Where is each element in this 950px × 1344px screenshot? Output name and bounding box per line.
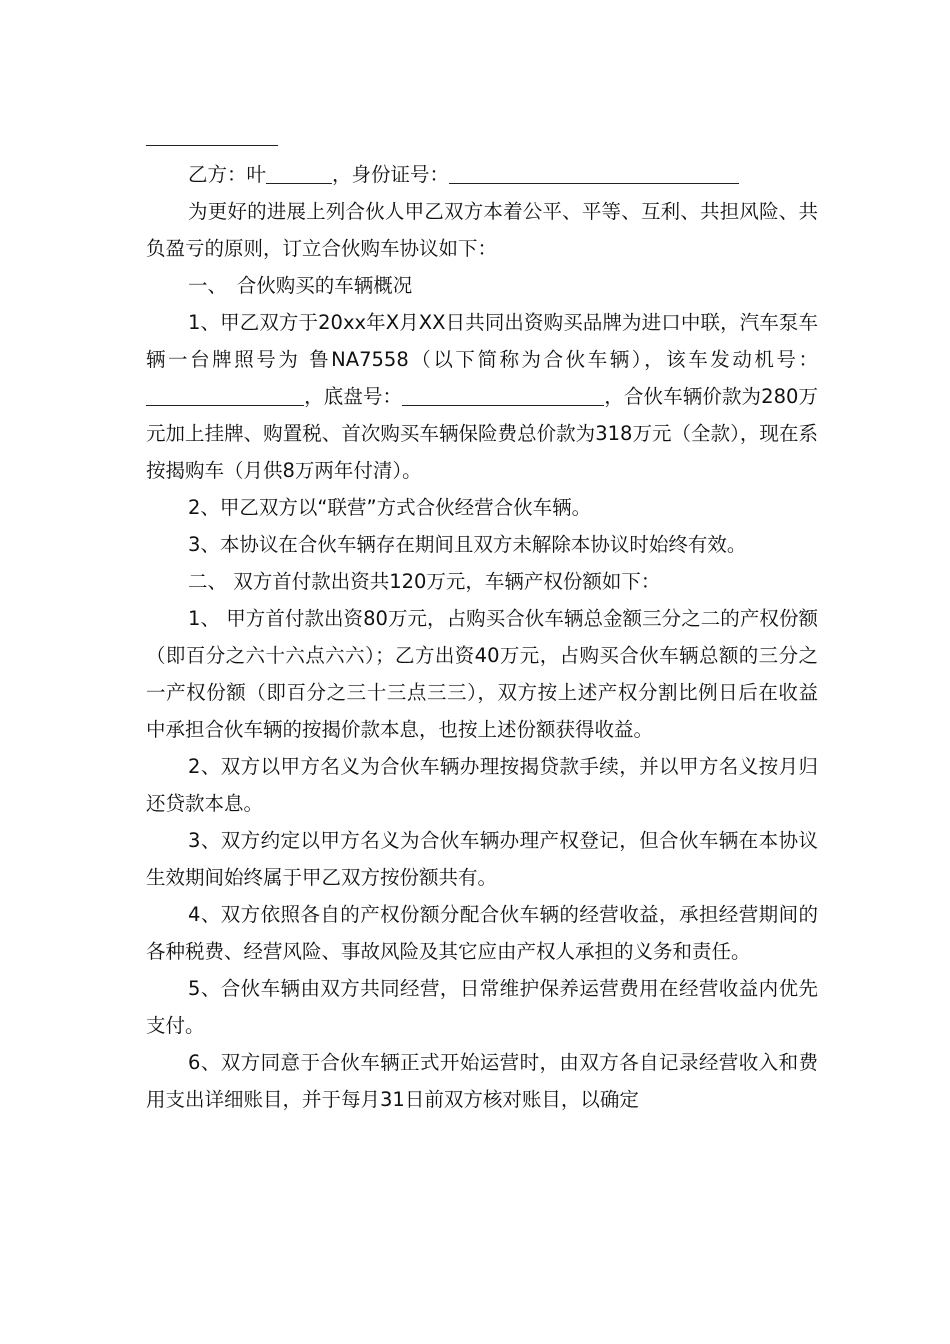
signature-line	[146, 145, 278, 146]
section2-title: 二、 双方首付款出资共120万元，车辆产权份额如下：	[188, 570, 661, 593]
party-b-label: 乙方：叶	[188, 163, 267, 186]
party-b-id-blank	[449, 163, 739, 184]
s1-item1-text-b: ，底盘号：	[304, 385, 403, 408]
s1-item1-text-a: 1、甲乙双方于20xx年X月XX日共同出资购买品牌为进口中联，汽车泵车辆一台牌照号为 鲁NA7558（以下简称为合伙车辆），该车发动机号：	[146, 311, 818, 371]
section1-item1	[146, 304, 818, 489]
section2-item2: 2、双方以甲方名义为合伙车辆办理按揭贷款手续，并以甲方名义按月归还贷款本息。	[146, 755, 818, 815]
intro-paragraph: 为更好的进展上列合伙人甲乙双方本着公平、平等、互利、共担风险、共负盈亏的原则，订立合伙购车协议如下：	[146, 200, 818, 260]
section1-item2: 2、甲乙双方以“联营”方式合伙经营合伙车辆。	[188, 496, 592, 519]
section1-title: 一、 合伙购买的车辆概况	[188, 274, 413, 297]
section2-item4: 4、双方依照各自的产权份额分配合伙车辆的经营收益，承担经营期间的各种税费、经营风险、事故风险及其它应由产权人承担的义务和责任。	[146, 903, 818, 963]
engine-number-blank	[146, 385, 304, 406]
section2-item1: 1、 甲方首付款出资80万元，占购买合伙车辆总金额三分之二的产权份额（即百分之六十六点六六）；乙方出资40万元，占购买合伙车辆总额的三分之一产权份额（即百分之三十三点三三），双方按上述产权分割比例日后在收益中承担合伙车辆的按揭价款本息，也按上述份额获得收益。	[146, 607, 818, 741]
section2-item3: 3、双方约定以甲方名义为合伙车辆办理产权登记，但合伙车辆在本协议生效期间始终属于甲乙双方按份额共有。	[146, 829, 818, 889]
section2-item5: 5、合伙车辆由双方共同经营，日常维护保养运营费用在经营收益内优先支付。	[146, 977, 818, 1037]
contract-body	[146, 156, 818, 1118]
section1-item3: 3、本协议在合伙车辆存在期间且双方未解除本协议时始终有效。	[188, 533, 747, 556]
party-b-line	[146, 156, 818, 193]
chassis-number-blank	[402, 385, 604, 406]
section2-item6: 6、双方同意于合伙车辆正式开始运营时，由双方各自记录经营收入和费用支出详细账目，并于每月31日前双方核对账目，以确定	[146, 1051, 818, 1111]
s1-item1-text-c: ，合伙车辆价款为280万元加上挂牌、购置税、首次购买车辆保险费总价款为318万元（全款），现在系按揭购车（月供8万两年付清）。	[146, 385, 818, 482]
party-b-name-blank	[266, 163, 332, 184]
party-b-id-label: ，身份证号：	[332, 163, 450, 186]
